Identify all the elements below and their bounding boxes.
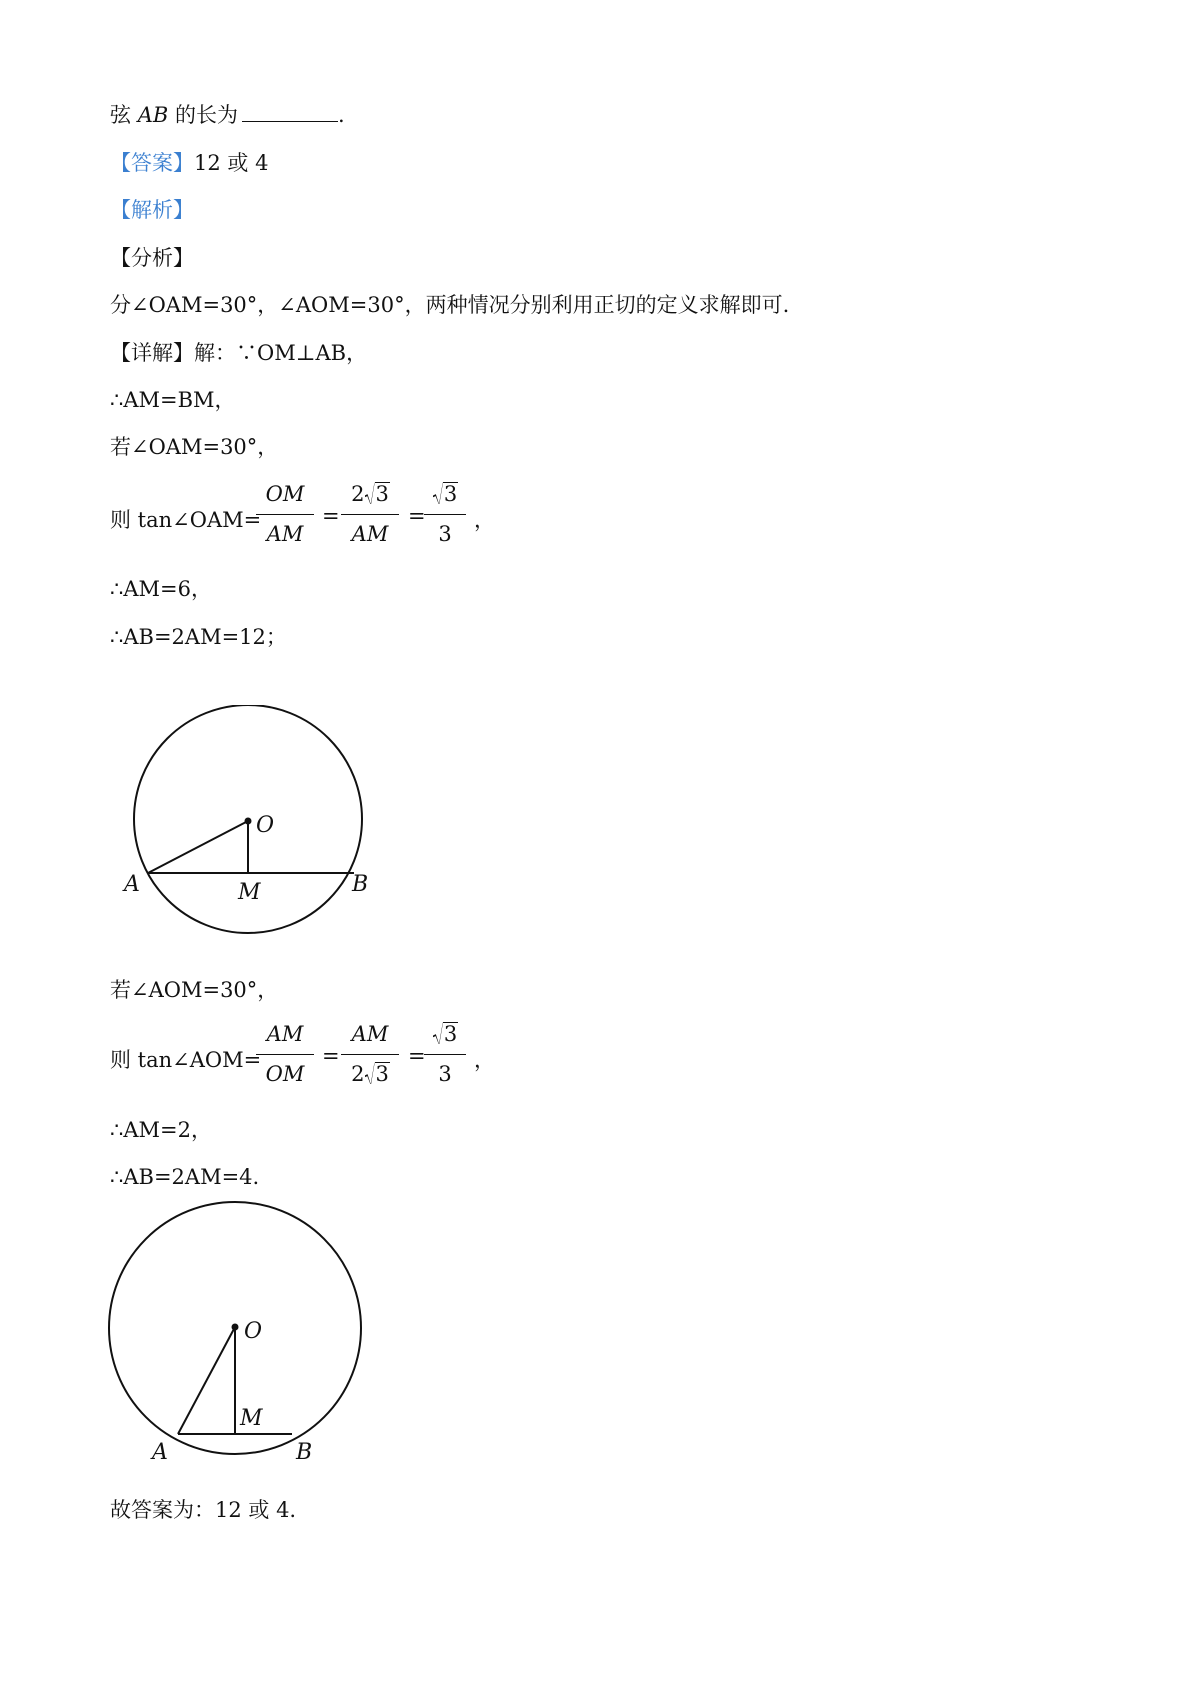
case2-formula-tail: ， — [474, 1048, 495, 1072]
detail-text: 解：∵OM⊥AB， — [194, 341, 368, 365]
case1-f2-radicand: 3 — [375, 482, 389, 506]
fraction-bar — [424, 514, 466, 515]
answer-tag: 【答案】 — [110, 151, 194, 175]
label-a: A — [152, 1440, 168, 1465]
answer-text: 12 或 4 — [194, 151, 269, 175]
case1-f2-numerator — [337, 480, 403, 508]
fenxi-text: 分∠OAM=30°，∠AOM=30°，两种情况分别利用正切的定义求解即可. — [110, 293, 790, 317]
case2-f3-denominator: 3 — [438, 1062, 452, 1086]
case1-f2-coef: 2 — [351, 482, 365, 506]
fraction-bar — [341, 1054, 399, 1055]
label-o: O — [244, 1319, 263, 1344]
case2-f1-numerator: AM — [266, 1022, 304, 1046]
equals-sign: = — [322, 504, 340, 528]
sqrt-symbol — [365, 1060, 389, 1088]
fenxi-tag: 【分析】 — [110, 246, 194, 270]
case2-f2-radicand: 3 — [375, 1062, 389, 1086]
case1-condition: 若∠OAM=30°， — [110, 435, 279, 459]
case2-result-ab: ∴AB=2AM=4. — [110, 1165, 260, 1189]
sqrt-symbol — [433, 480, 457, 508]
case1-f3-numerator — [420, 480, 470, 508]
case2-f3-numerator — [420, 1020, 470, 1048]
case1-result-ab: ∴AB=2AM=12； — [110, 625, 287, 649]
sqrt-symbol — [365, 480, 389, 508]
analysis-tag: 【解析】 — [110, 198, 194, 222]
case2-f2-numerator: AM — [351, 1022, 389, 1046]
center-point — [245, 818, 252, 825]
question-variable: AB — [137, 103, 169, 127]
label-b: B — [296, 1440, 313, 1465]
detail-tag: 【详解】 — [110, 341, 194, 365]
detail-line — [110, 338, 367, 368]
conclusion: 故答案为：12 或 4. — [110, 1498, 297, 1522]
equals-sign: = — [408, 504, 426, 528]
figure-1-circle-diagram — [110, 705, 380, 950]
equals-sign: = — [322, 1044, 340, 1068]
case1-result-am: ∴AM=6， — [110, 577, 212, 601]
case1-f1-denominator: AM — [266, 522, 304, 546]
label-m: M — [238, 880, 261, 905]
case1-f1-numerator: OM — [265, 482, 305, 506]
label-m: M — [240, 1406, 263, 1431]
sqrt-symbol — [433, 1020, 457, 1048]
label-o: O — [256, 813, 275, 838]
case2-f2-coef: 2 — [351, 1062, 365, 1086]
question-end: . — [337, 103, 345, 127]
case2-f3-radicand: 3 — [443, 1022, 458, 1046]
equals-sign: = — [408, 1044, 426, 1068]
label-a: A — [124, 872, 140, 897]
segment-oa — [148, 821, 248, 873]
fraction-bar — [341, 514, 399, 515]
step-am-eq-bm: ∴AM=BM， — [110, 388, 236, 412]
case1-formula-prefix: 则 tan∠OAM= — [110, 508, 262, 532]
case2-condition: 若∠AOM=30°， — [110, 978, 279, 1002]
fraction-bar — [256, 1054, 314, 1055]
case2-f1-denominator: OM — [265, 1062, 305, 1086]
figure-2-circle-diagram — [100, 1195, 370, 1480]
case1-f3-denominator: 3 — [438, 522, 452, 546]
case2-result-am: ∴AM=2， — [110, 1118, 212, 1142]
center-point — [232, 1324, 239, 1331]
answer-line — [110, 148, 268, 178]
case1-f2-denominator: AM — [351, 522, 389, 546]
case2-formula — [110, 1020, 495, 1100]
case1-formula — [110, 480, 495, 560]
case1-formula-tail: ， — [474, 508, 495, 532]
label-b: B — [352, 872, 369, 897]
question-tail — [110, 100, 345, 130]
case2-formula-prefix: 则 tan∠AOM= — [110, 1048, 262, 1072]
fraction-bar — [256, 514, 314, 515]
question-prefix: 弦 — [110, 103, 131, 127]
answer-blank — [242, 101, 338, 122]
case1-f3-radicand: 3 — [443, 482, 458, 506]
fraction-bar — [424, 1054, 466, 1055]
segment-oa — [178, 1327, 235, 1434]
question-suffix: 的长为 — [174, 103, 238, 127]
case2-f2-denominator — [337, 1060, 403, 1088]
